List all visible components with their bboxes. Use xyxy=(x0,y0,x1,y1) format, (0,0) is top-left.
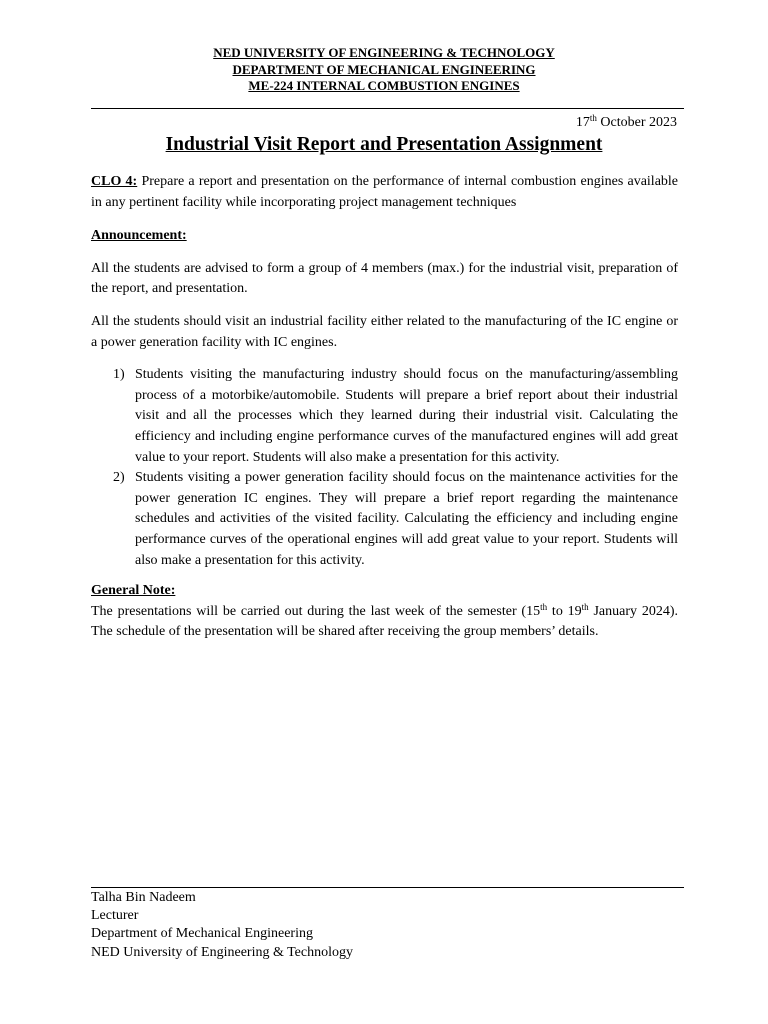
signature-block xyxy=(91,889,353,962)
announcement-paragraph-1: All the students are advised to form a group of 4 members (max.) for the industrial visit, preparation of the report, and presentation. xyxy=(91,260,678,297)
department-name: DEPARTMENT OF MECHANICAL ENGINEERING xyxy=(232,61,536,77)
list-item-number: 2) xyxy=(113,470,125,486)
general-note-heading: General Note: xyxy=(91,583,176,599)
clo-paragraph xyxy=(91,172,678,213)
date-suffix: th xyxy=(589,113,597,123)
list-item xyxy=(91,365,678,468)
instruction-list xyxy=(91,365,678,571)
date-rest: October 2023 xyxy=(596,115,677,130)
header-divider xyxy=(91,108,684,109)
list-item-text: Students visiting the manufacturing industry should focus on the manufacturing/assembling process of a motorbike/automobile. Students will prepare a brief report about their industrial visit and all the processes which they learned during their industrial visit. Calculating the efficiency and including engine performance curves of the manufactured engines will add great value to your report. Students will also make a presentation for this activity. xyxy=(135,367,678,465)
university-name: NED UNIVERSITY OF ENGINEERING & TECHNOLOGY xyxy=(213,45,555,60)
course-name: ME-224 INTERNAL COMBUSTION ENGINES xyxy=(248,78,520,93)
document-body xyxy=(91,172,678,643)
date-day: 17 xyxy=(575,115,590,130)
signatory-designation: Lecturer xyxy=(91,908,139,924)
general-note-text xyxy=(91,602,678,643)
clo-text: Prepare a report and presentation on the performance of internal combustion engines available in any pertinent facility while incorporating project management techniques xyxy=(91,174,679,210)
clo-label: CLO 4: xyxy=(91,174,138,189)
signatory-name: Talha Bin Nadeem xyxy=(91,890,196,905)
announcement-paragraph-2: All the students should visit an industrial facility either related to the manufacturing of the IC engine or a power generation facility with IC engines. xyxy=(91,313,678,350)
general-note-text-b: to 19 xyxy=(547,603,582,619)
general-note-sup-b: th xyxy=(581,601,589,612)
general-note-sup-a: th xyxy=(540,601,548,612)
document-header xyxy=(0,45,768,95)
document-date xyxy=(576,114,677,131)
signature-divider xyxy=(91,887,684,888)
document-title xyxy=(0,133,768,157)
list-item-number: 1) xyxy=(113,367,125,383)
general-note-text-c: January 2024). The schedule of the presentation will be shared after receiving the group members’ details. xyxy=(91,603,678,640)
list-item-text: Students visiting a power generation facility should focus on the maintenance activities for the power generation IC engines. They will prepare a brief report regarding the maintenance schedules and activities of the visited facility. Calculating the efficiency and including engine performance curves of the operational engines will add great value to your report. Students will also make a presentation for this activity. xyxy=(135,470,678,568)
general-note-text-a: The presentations will be carried out during the last week of the semester (15 xyxy=(91,603,541,619)
signatory-university: NED University of Engineering & Technology xyxy=(91,944,353,960)
signatory-department: Department of Mechanical Engineering xyxy=(91,926,313,942)
list-item xyxy=(91,468,678,571)
title-text: Industrial Visit Report and Presentation Assignment xyxy=(165,134,603,155)
announcement-heading: Announcement: xyxy=(91,228,187,244)
